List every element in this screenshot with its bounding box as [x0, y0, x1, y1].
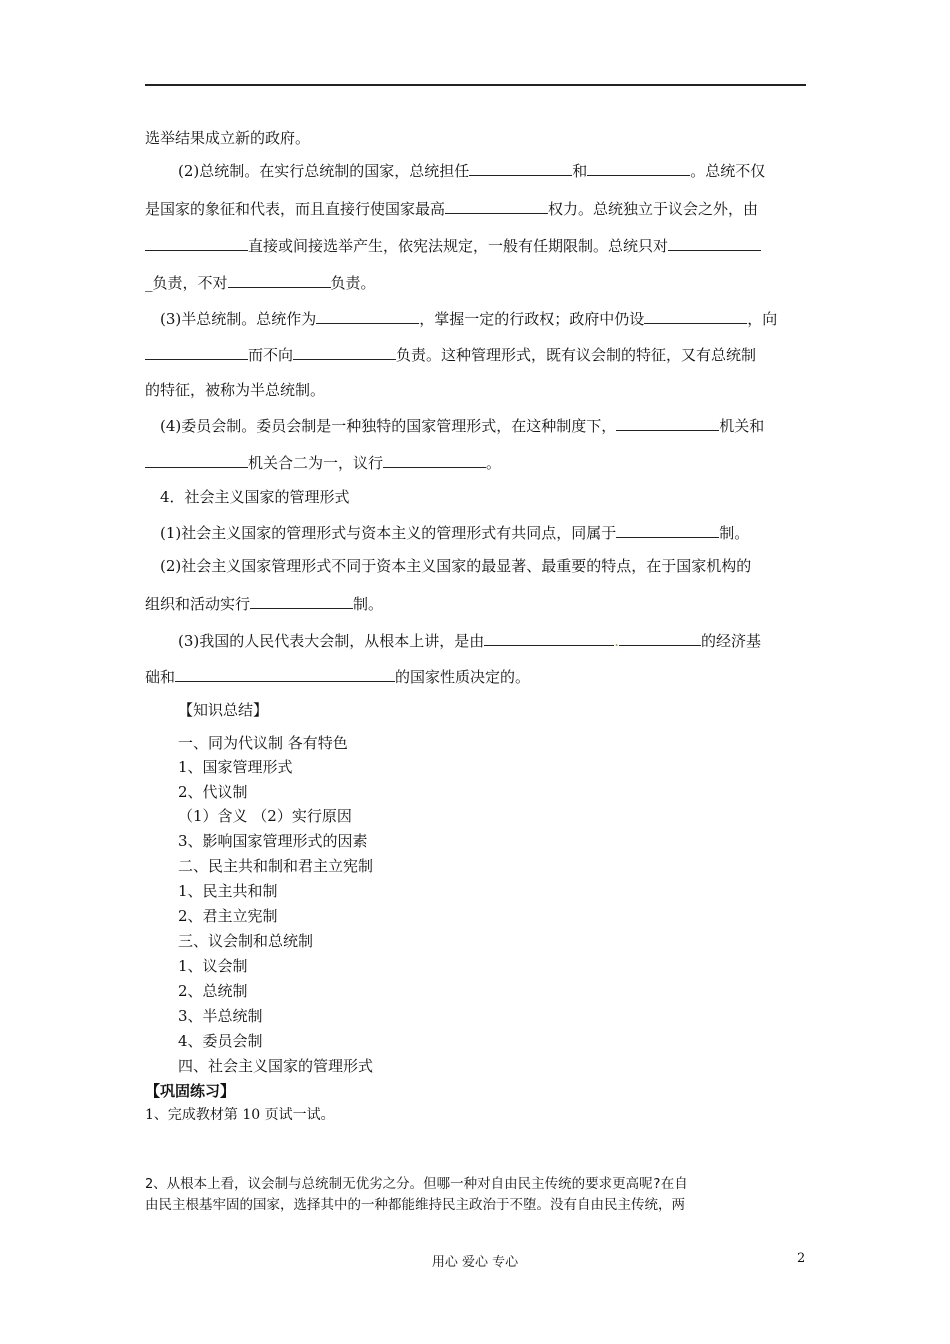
text-line — [145, 198, 758, 219]
text: (4)委员会制。委员会制是一种独特的国家管理形式，在这种制度下， — [160, 417, 617, 435]
header-rule — [145, 84, 806, 86]
summary-item: 1、民主共和制 — [178, 882, 278, 900]
page-number: 2 — [797, 1251, 806, 1266]
summary-item: 1、国家管理形式 — [178, 758, 293, 776]
fill-blank[interactable] — [145, 235, 248, 251]
text-line — [145, 666, 530, 687]
text: 是国家的象征和代表，而且直接行使国家最高 — [145, 200, 446, 218]
text: 机关和 — [719, 417, 765, 435]
text: 组织和活动实行 — [145, 595, 251, 613]
text-line — [160, 487, 350, 507]
text: 权力。总统独立于议会之外，由 — [548, 200, 759, 218]
practice-item: 2、从根本上看，议会制与总统制无优劣之分。但哪一种对自由民主传统的要求更高呢?在自 — [145, 1176, 688, 1192]
fill-blank[interactable] — [250, 593, 353, 609]
text: 。总统不仅 — [690, 162, 766, 180]
fill-blank[interactable] — [644, 308, 747, 324]
summary-item: 2、君主立宪制 — [178, 907, 278, 925]
fill-blank[interactable] — [445, 198, 548, 214]
summary-item: 三、议会制和总统制 — [178, 932, 314, 950]
fill-blank[interactable] — [145, 344, 248, 360]
text-line — [178, 160, 765, 181]
summary-item: （1）含义 （2）实行原因 — [178, 807, 352, 825]
text: 和 — [572, 162, 588, 180]
text: (3)半总统制。总统作为 — [160, 310, 317, 328]
summary-item: 一、同为代议制 各有特色 — [178, 734, 348, 752]
fill-blank[interactable] — [484, 630, 614, 646]
summary-item: 1、议会制 — [178, 957, 248, 975]
text: 负责。 — [330, 274, 376, 292]
fill-blank[interactable] — [145, 452, 248, 468]
practice-item: 1、完成教材第 10 页试一试。 — [145, 1107, 335, 1123]
text: ，掌握一定的行政权；政府中仍设 — [419, 310, 645, 328]
text: 选举结果成立新的政府。 — [145, 129, 311, 147]
text-line — [160, 308, 777, 329]
fill-blank[interactable] — [293, 344, 396, 360]
text: 。 — [486, 454, 502, 472]
text: 制。 — [719, 524, 750, 542]
text: (1)社会主义国家的管理形式与资本主义的管理形式有共同点，同属于 — [160, 524, 617, 542]
text-line — [178, 630, 761, 651]
fill-blank[interactable] — [175, 666, 395, 682]
fill-blank[interactable] — [616, 522, 719, 538]
summary-item: 3、影响国家管理形式的因素 — [178, 832, 368, 850]
text-line — [160, 415, 764, 436]
practice-item: 由民主根基牢固的国家，选择其中的一种都能维持民主政治于不堕。没有自由民主传统，两 — [145, 1197, 685, 1213]
fill-blank[interactable] — [668, 235, 761, 251]
summary-item: 四、社会主义国家的管理形式 — [178, 1057, 374, 1075]
summary-heading: 【知识总结】 — [178, 701, 269, 719]
text: (2)社会主义国家管理形式不同于资本主义国家的最显著、最重要的特点，在于国家机构的 — [160, 557, 752, 575]
text: 而不向 — [248, 346, 294, 364]
text-line — [160, 556, 751, 576]
text: 的经济基 — [701, 632, 762, 650]
text: 的国家性质决定的。 — [395, 668, 531, 686]
text-line — [145, 452, 501, 473]
text-line — [145, 380, 325, 400]
summary-item: 二、民主共和制和君主立宪制 — [178, 857, 374, 875]
text: 制。 — [353, 595, 384, 613]
fill-blank[interactable] — [587, 160, 690, 176]
text: 负责。这种管理形式，既有议会制的特征，又有总统制 — [396, 346, 757, 364]
summary-item: 2、总统制 — [178, 982, 248, 1000]
text: ，向 — [747, 310, 778, 328]
text: 础和 — [145, 668, 176, 686]
fill-blank[interactable] — [619, 630, 701, 646]
fill-blank[interactable] — [469, 160, 572, 176]
text: 的特征，被称为半总统制。 — [145, 381, 326, 399]
text-line — [145, 593, 383, 614]
text-line — [145, 272, 376, 293]
dot-mark: . — [614, 632, 620, 650]
footer-motto: 用心 爱心 专心 — [431, 1255, 519, 1270]
text-line — [160, 522, 749, 543]
fill-blank[interactable] — [316, 308, 419, 324]
text-line — [145, 128, 310, 148]
summary-item: 4、委员会制 — [178, 1032, 263, 1050]
text: _负责，不对 — [145, 274, 228, 292]
summary-item: 3、半总统制 — [178, 1007, 263, 1025]
text-line — [145, 344, 756, 365]
fill-blank[interactable] — [228, 272, 331, 288]
fill-blank[interactable] — [616, 415, 719, 431]
text: 直接或间接选举产生，依宪法规定，一般有任期限制。总统只对 — [248, 237, 669, 255]
summary-item: 2、代议制 — [178, 783, 248, 801]
text: (2)总统制。在实行总统制的国家，总统担任 — [178, 162, 470, 180]
section-heading: 4．社会主义国家的管理形式 — [160, 488, 350, 506]
practice-heading: 【巩固练习】 — [145, 1082, 236, 1100]
fill-blank[interactable] — [383, 452, 486, 468]
text: 机关合二为一，议行 — [248, 454, 384, 472]
text-line — [145, 235, 761, 256]
text: (3)我国的人民代表大会制，从根本上讲，是由 — [178, 632, 485, 650]
